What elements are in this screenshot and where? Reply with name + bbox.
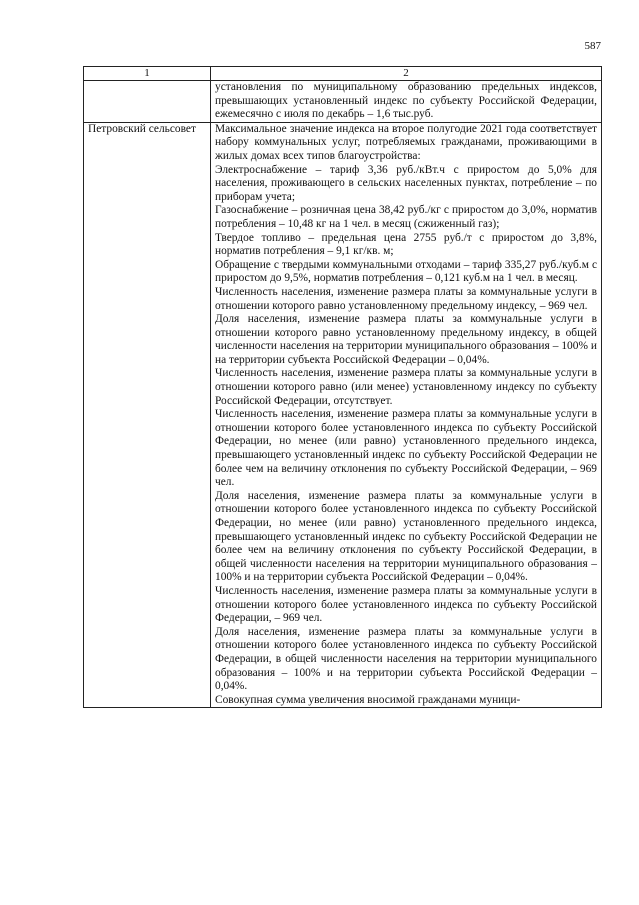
paragraph: Твердое топливо – предельная цена 2755 руб./т с приростом до 3,8%, норматив потребления – 9,1 кг/кв. м;: [215, 231, 597, 258]
paragraph: Максимальное значение индекса на второе полугодие 2021 года соответствует набору коммунальных услуг, потребляемых гражданами, проживающими в жилых домах всех типов благоустройства:: [215, 122, 597, 162]
paragraph: Обращение с твердыми коммунальными отходами – тариф 335,27 руб./куб.м с приростом до 9,5%, норматив потребления – 0,121 куб.м на 1 чел. в месяц.: [215, 258, 597, 285]
column-1-header: 1: [84, 67, 211, 81]
paragraph: Численность населения, изменение размера платы за коммунальные услуги в отношении которого более установленного индекса по субъекту Российской Федерации, но менее (или равно) установленного предельного индекса, превышающего установленный индекс по субъекту Российской Федерации не более чем на величину отклонения по субъекту Российской Федерации, – 969 чел.: [215, 408, 597, 489]
paragraph: Численность населения, изменение размера платы за коммунальные услуги в отношении которого более установленного индекса по субъекту Российской Федерации, – 969 чел.: [215, 584, 597, 625]
table-header-row: [84, 67, 602, 81]
page-number: 587: [584, 40, 601, 52]
row1-text-cell: [211, 81, 602, 123]
table-row: [84, 81, 602, 123]
paragraph: Численность населения, изменение размера платы за коммунальные услуги в отношении которого равно установленному предельному индексу, – 969 чел.: [215, 285, 597, 312]
paragraph: Доля населения, изменение размера платы за коммунальные услуги в отношении которого равно установленному предельному индексу, в общей численности населения на территории муниципального образования – 100% и на территории субъекта Российской Федерации – 0,04%.: [215, 313, 597, 366]
column-2-header: 2: [211, 67, 602, 81]
paragraph: Численность населения, изменение размера платы за коммунальные услуги в отношении которого равно (или менее) установленному индексу по субъекту Российской Федерации, отсутствует.: [215, 367, 597, 407]
municipality-name: Петровский сельсовет: [84, 122, 211, 708]
paragraph: Доля населения, изменение размера платы за коммунальные услуги в отношении которого более установленного индекса по субъекту Российской Федерации, но менее (или равно) установленного предельного индекса, превышающего установленный индекс по субъекту Российской Федерации не более чем на величину отклонения по субъекту Российской Федерации, в общей численности населения на территории муниципального образования – 100% и на территории субъекта Российской Федерации – 0,04%.: [215, 489, 597, 584]
row1-paragraph: установления по муниципальному образованию предельных индексов, превышающих установленный индекс по субъекту Российской Федерации, ежемесячно с июля по декабрь – 1,6 тыс.руб.: [215, 81, 597, 121]
document-table: [83, 66, 602, 708]
paragraph: Доля населения, изменение размера платы за коммунальные услуги в отношении которого более установленного индекса по субъекту Российской Федерации, в общей численности населения на территории муниципального образования – 100% и на территории субъекта Российской Федерации – 0,04%.: [215, 625, 597, 693]
table-row: [84, 122, 602, 708]
paragraph: Электроснабжение – тариф 3,36 руб./кВт.ч с приростом до 5,0% для населения, проживающего в сельских населенных пунктах, потребление – по приборам учета;: [215, 163, 597, 203]
paragraph: Газоснабжение – розничная цена 38,42 руб./кг с приростом до 3,0%, норматив потребления – 10,48 кг на 1 чел. в месяц (сжиженный газ);: [215, 204, 597, 230]
row1-name-cell: [84, 81, 211, 123]
paragraph: Совокупная сумма увеличения вносимой гражданами муници-: [215, 693, 521, 706]
row2-text-cell: [211, 122, 602, 708]
